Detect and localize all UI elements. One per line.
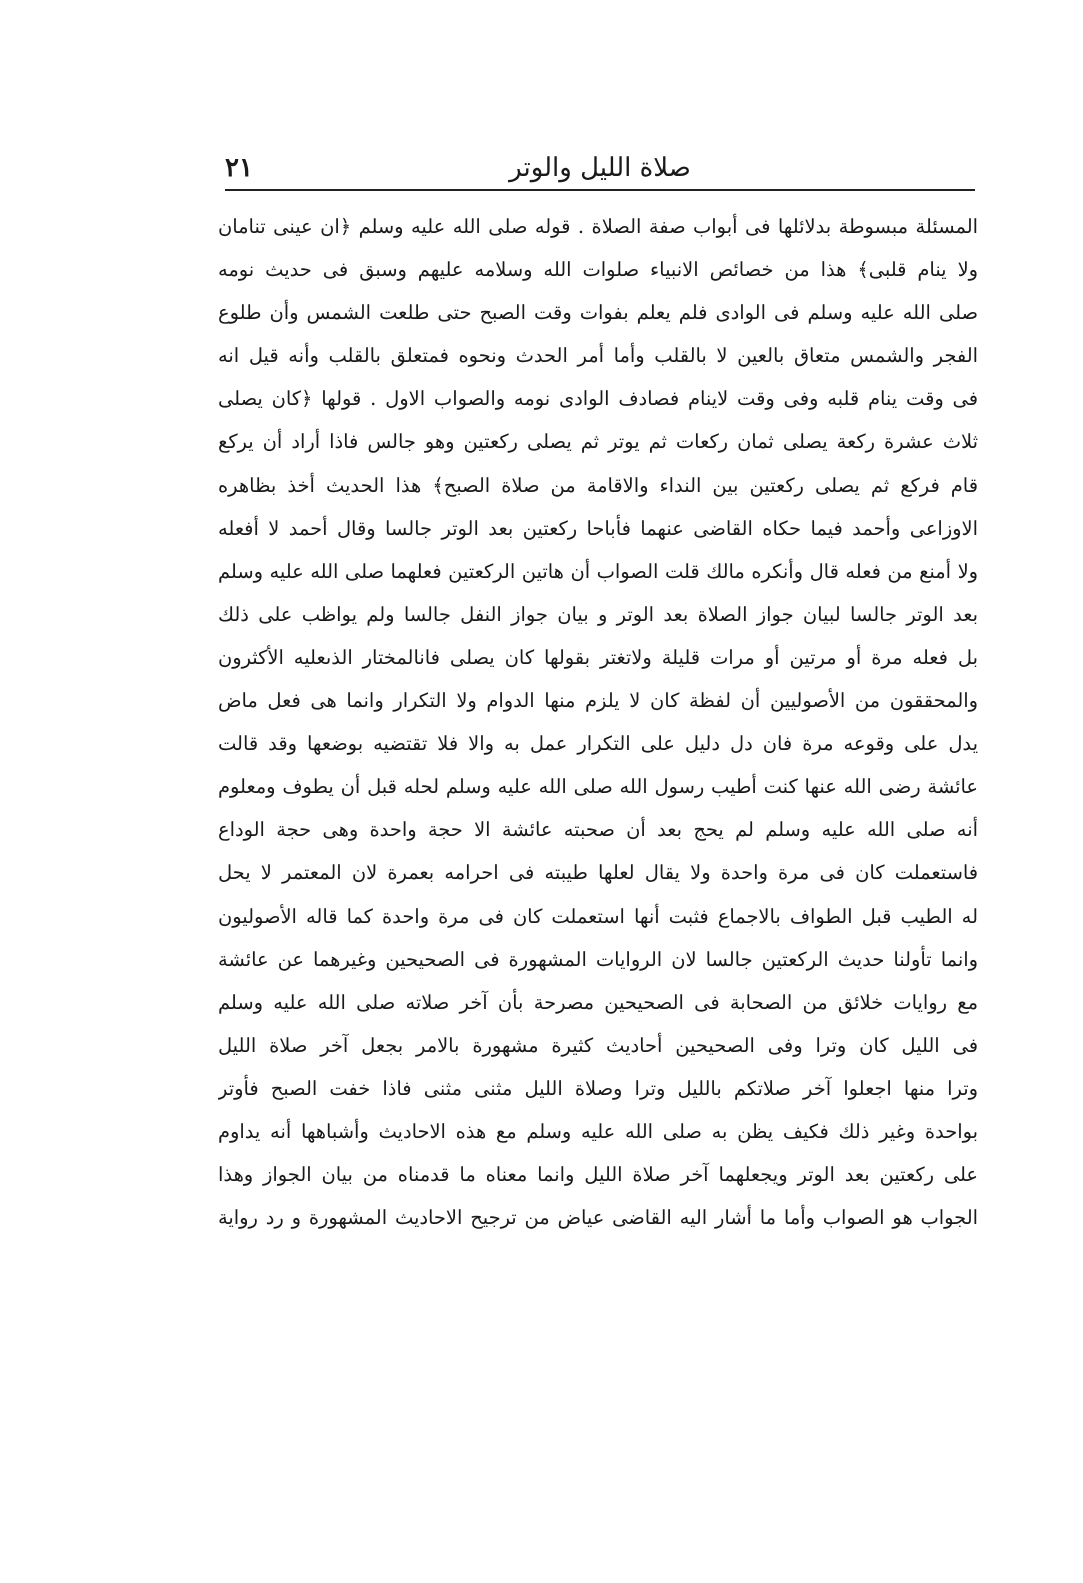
text-line: له الطيب قبل الطواف بالاجماع فثبت أنها استعملت كان فى مرة واحدة كما قاله الأصوليون <box>218 904 978 928</box>
text-line: فاستعملت كان فى مرة واحدة ولا يقال لعلها طيبته فى احرامه بعمرة لان المعتمر لا يحل <box>218 861 978 885</box>
text-line: بواحدة وغير ذلك فكيف يظن به صلى الله عليه وسلم مع هذه الاحاديث وأشباهها أنه يداوم <box>218 1119 978 1143</box>
text-line: فى وقت ينام قلبه وفى وقت لاينام فصادف الوادى نومه والصواب الاول . قولها ﴿كان يصلى <box>218 387 978 411</box>
text-line: قام فركع ثم يصلى ركعتين بين النداء والاقامة من صلاة الصبح﴾ هذا الحديث أخذ بظاهره <box>218 473 978 497</box>
text-line: وانما تأولنا حديث الركعتين جالسا لان الروايات المشهورة فى الصحيحين وغيرهما عن عائشة <box>218 947 978 971</box>
text-line: الجواب هو الصواب وأما ما أشار اليه القاضى عياض من ترجيح الاحاديث المشهورة و رد رواية <box>218 1206 978 1230</box>
page-number: ٢١ <box>225 153 253 183</box>
text-line: الفجر والشمس متعاق بالعين لا بالقلب وأما أمر الحدث ونحوه فمتعلق بالقلب وأنه قيل انه <box>218 344 978 368</box>
body-text <box>218 205 978 1239</box>
text-line: ولا ينام قلبى﴾ هذا من خصائص الانبياء صلوات الله وسلامه عليهم وسبق فى حديث نومه <box>218 258 978 282</box>
text-line: بعد الوتر جالسا لبيان جواز الصلاة بعد الوتر و بيان جواز النفل جالسا ولم يواظب على ذلك <box>218 602 978 626</box>
text-line: عائشة رضى الله عنها كنت أطيب رسول الله صلى الله عليه وسلم لحله قبل أن يطوف ومعلوم <box>218 775 978 799</box>
text-line: ثلاث عشرة ركعة يصلى ثمان ركعات ثم يوتر ثم يصلى ركعتين وهو جالس فاذا أراد أن يركع <box>218 430 978 454</box>
text-line: أنه صلى الله عليه وسلم لم يحج بعد أن صحبته عائشة الا حجة واحدة وهى حجة الوداع <box>218 818 978 842</box>
text-line: على ركعتين بعد الوتر ويجعلهما آخر صلاة الليل وانما معناه ما قدمناه من بيان الجواز وهذا <box>218 1163 978 1187</box>
text-line: صلى الله عليه وسلم فى الوادى فلم يعلم بفوات وقت الصبح حتى طلعت الشمس وأن طلوع <box>218 301 978 325</box>
running-title: صلاة الليل والوتر <box>509 153 691 183</box>
header-rule <box>225 189 975 191</box>
text-line: وترا منها اجعلوا آخر صلاتكم بالليل وترا وصلاة الليل مثنى مثنى فاذا خفت الصبح فأوتر <box>218 1076 978 1100</box>
page-header <box>225 148 975 188</box>
text-line: يدل على وقوعه مرة فان دل دليل على التكرار عمل به والا فلا تقتضيه بوضعها وقد قالت <box>218 732 978 756</box>
text-line: فى الليل كان وترا وفى الصحيحين أحاديث كثيرة مشهورة بالامر بجعل آخر صلاة الليل <box>218 1033 978 1057</box>
text-line: ولا أمنع من فعله قال وأنكره مالك قلت الصواب أن هاتين الركعتين فعلهما صلى الله عليه وسلم <box>218 559 978 583</box>
text-line: المسئلة مبسوطة بدلائلها فى أبواب صفة الصلاة . قوله صلى الله عليه وسلم ﴿ان عينى تنامان <box>218 215 978 238</box>
text-line: الاوزاعى وأحمد فيما حكاه القاضى عنهما فأباحا ركعتين بعد الوتر جالسا وقال أحمد لا أفعله <box>218 516 978 540</box>
text-line: بل فعله مرة أو مرتين أو مرات قليلة ولاتغتر بقولها كان يصلى فانالمختار الذىعليه الأكثرون <box>218 645 978 669</box>
text-line: والمحققون من الأصوليين أن لفظة كان لا يلزم منها الدوام ولا التكرار وانما هى فعل ماض <box>218 689 978 713</box>
text-line: مع روايات خلائق من الصحابة فى الصحيحين مصرحة بأن آخر صلاته صلى الله عليه وسلم <box>218 990 978 1014</box>
